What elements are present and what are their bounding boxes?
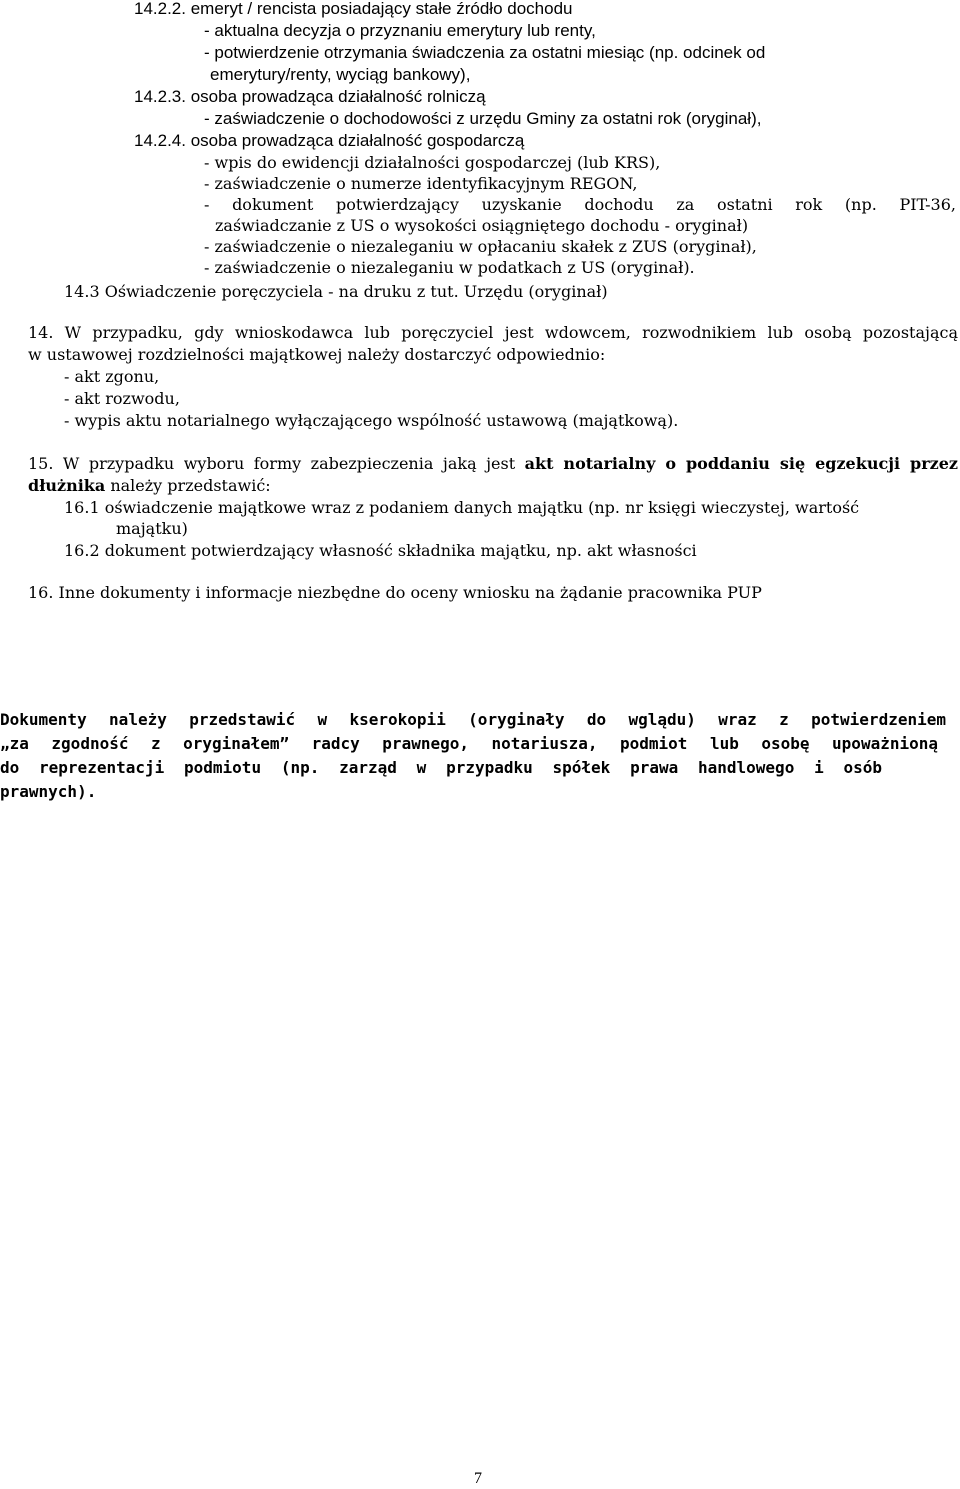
list-item: - zaświadczenie o numerze identyfikacyjnym REGON, xyxy=(204,174,638,193)
notice-line-1: Dokumenty należy przedstawić w kserokopii (oryginały do wglądu) wraz z potwierdzeniem xyxy=(0,710,946,729)
notice-line-2: „za zgodność z oryginałem” radcy prawnego, notariusza, podmiot lub osobę upoważnioną xyxy=(0,734,938,753)
list-item: - zaświadczenie o niezaleganiu w opłacaniu skałek z ZUS (oryginał), xyxy=(204,237,757,256)
section-15-text-end: należy przedstawić: xyxy=(105,476,271,495)
item-16-1-cont: majątku) xyxy=(116,519,188,538)
section-14-paragraph: 14. W przypadku, gdy wnioskodawca lub poręczyciel jest wdowcem, rozwodnikiem lub osobą pozostającą xyxy=(28,323,958,342)
page-number: 7 xyxy=(474,1470,482,1487)
notice-line-3: do reprezentacji podmiotu (np. zarząd w przypadku spółek prawa handlowego i osób xyxy=(0,758,882,777)
section-16: 16. Inne dokumenty i informacje niezbędne do oceny wniosku na żądanie pracownika PUP xyxy=(28,583,762,602)
section-15-bold-debtor: dłużnika xyxy=(28,476,106,495)
list-item: emerytury/renty, wyciąg bankowy), xyxy=(210,65,471,84)
list-item: - akt zgonu, xyxy=(64,367,160,386)
item-16-1: 16.1 oświadczenie majątkowe wraz z podaniem danych majątku (np. nr księgi wieczystej, wartość xyxy=(64,498,860,517)
notice-line-4: prawnych). xyxy=(0,782,97,801)
list-item: - zaświadczenie o niezaleganiu w podatkach z US (oryginał). xyxy=(204,258,695,277)
section-14-paragraph-cont: w ustawowej rozdzielności majątkowej należy dostarczyć odpowiednio: xyxy=(28,345,606,364)
list-item: - wpis do ewidencji działalności gospodarczej (lub KRS), xyxy=(204,153,661,172)
list-item: - wypis aktu notarialnego wyłączającego wspólność ustawową (majątkową). xyxy=(64,411,679,430)
list-item: - zaświadczenie o dochodowości z urzędu Gminy za ostatni rok (oryginał), xyxy=(204,109,762,128)
item-16-2: 16.2 dokument potwierdzający własność składnika majątku, np. akt własności xyxy=(64,541,697,560)
section-14-2-2-title: 14.2.2. emeryt / rencista posiadający stałe źródło dochodu xyxy=(134,0,573,18)
section-14-3: 14.3 Oświadczenie poręczyciela - na druku z tut. Urzędu (oryginał) xyxy=(64,282,608,301)
section-15-paragraph-cont xyxy=(28,475,271,496)
list-item: - aktualna decyzja o przyznaniu emerytury lub renty, xyxy=(204,21,596,40)
list-item: zaświadczanie z US o wysokości osiągniętego dochodu - oryginał) xyxy=(215,216,749,235)
section-15-bold: akt notarialny o poddaniu się egzekucji przez xyxy=(524,454,958,473)
section-15-text: 15. W przypadku wyboru formy zabezpieczenia jaką jest xyxy=(28,454,525,473)
section-14-2-3-title: 14.2.3. osoba prowadząca działalność rolniczą xyxy=(134,87,486,106)
list-item: - akt rozwodu, xyxy=(64,389,180,408)
section-14-2-4-title: 14.2.4. osoba prowadząca działalność gospodarczą xyxy=(134,131,525,150)
section-15-paragraph xyxy=(28,453,958,474)
list-item: - potwierdzenie otrzymania świadczenia za ostatni miesiąc (np. odcinek od xyxy=(204,43,766,62)
list-item: - dokument potwierdzający uzyskanie dochodu za ostatni rok (np. PIT-36, xyxy=(204,195,956,214)
